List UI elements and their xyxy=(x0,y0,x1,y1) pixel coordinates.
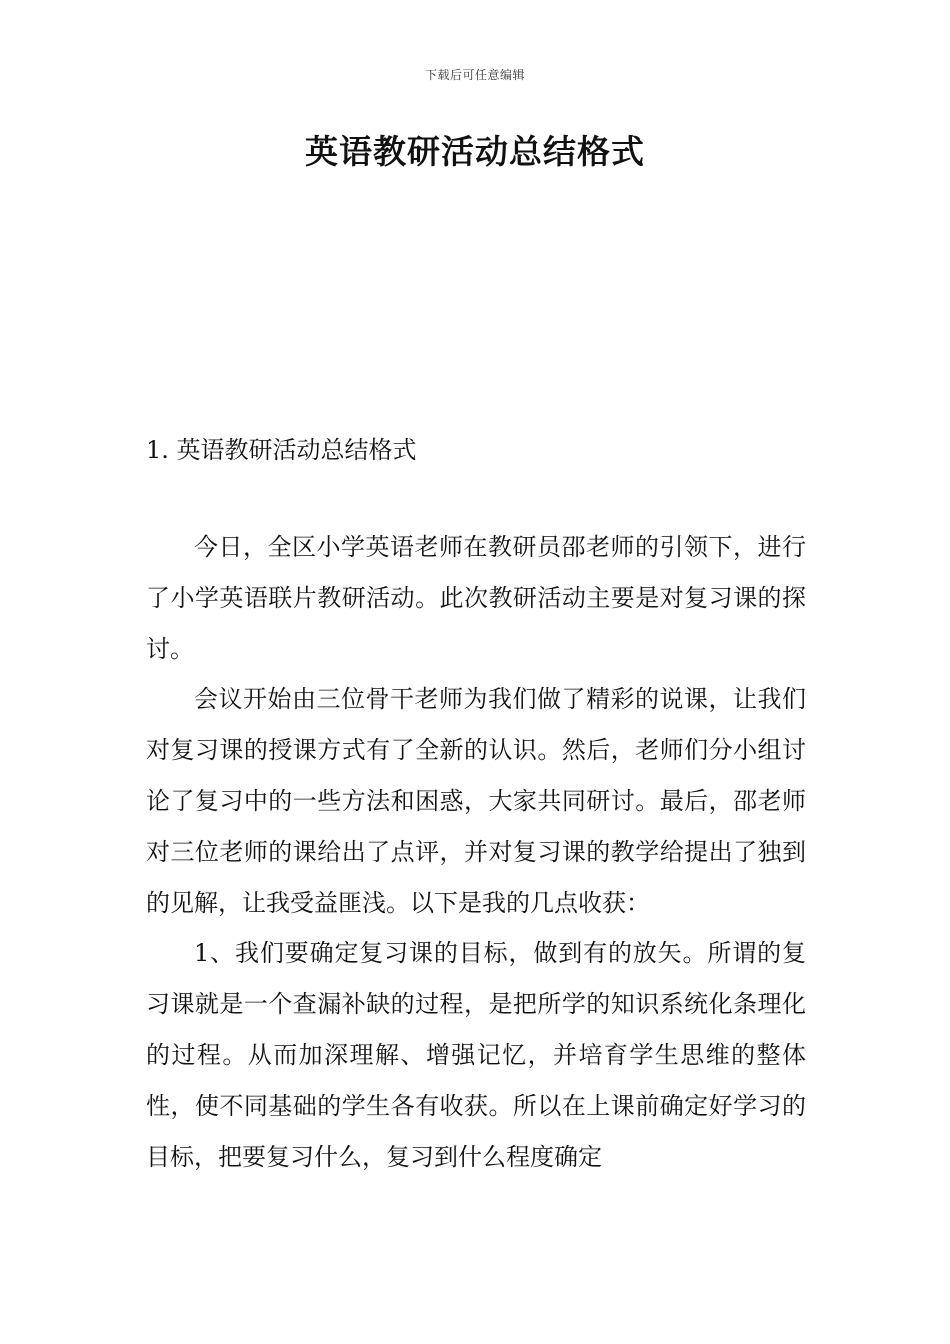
header-note: 下载后可任意编辑 xyxy=(424,68,525,82)
section-heading: 1. 英语教研活动总结格式 xyxy=(146,436,417,464)
paragraph-intro: 今日，全区小学英语老师在教研员邵老师的引领下，进行了小学英语联片教研活动。此次教研活动主要是对复习课的探讨。 xyxy=(146,533,806,663)
document-title: 英语教研活动总结格式 xyxy=(305,132,645,171)
paragraph-meeting: 会议开始由三位骨干老师为我们做了精彩的说课，让我们对复习课的授课方式有了全新的认识。然后，老师们分小组讨论了复习中的一些方法和困惑，大家共同研讨。最后，邵老师对三位老师的课给出了点评，并对复习课的教学给提出了独到的见解，让我受益匪浅。以下是我的几点收获： xyxy=(146,685,806,917)
body-text xyxy=(146,522,806,1182)
paragraph-point-1: 1、我们要确定复习课的目标，做到有的放矢。所谓的复习课就是一个查漏补缺的过程，是把所学的知识系统化条理化的过程。从而加深理解、增强记忆，并培育学生思维的整体性，使不同基础的学生各有收获。所以在上课前确定好学习的目标，把要复习什么，复习到什么程度确定 xyxy=(146,939,806,1171)
